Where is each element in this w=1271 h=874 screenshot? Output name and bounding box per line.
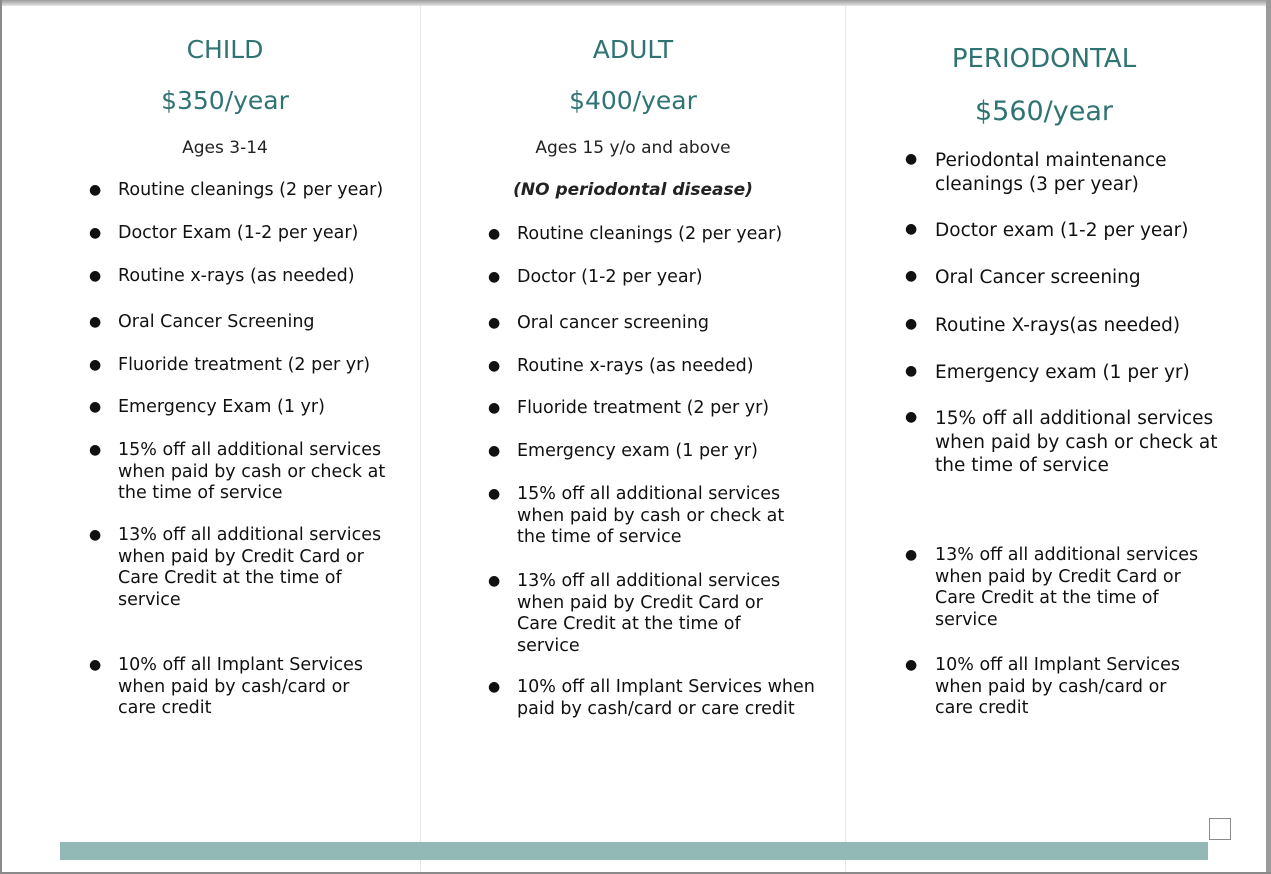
plan-item: Routine X-rays(as needed) <box>935 315 1181 336</box>
bullet-icon: ● <box>488 358 501 374</box>
bullet-icon: ● <box>488 269 501 285</box>
plan-ages: Ages 15 y/o and above <box>535 138 731 158</box>
bullet-icon: ● <box>905 409 918 425</box>
plan-item: Routine cleanings (2 per year) <box>118 180 384 200</box>
plan-item: 13% off all additional services when paid by Credit Card or Care Credit at the time of service <box>935 545 1199 630</box>
bullet-icon: ● <box>89 399 102 415</box>
plan-price: $400/year <box>569 86 697 115</box>
plan-note: (NO periodontal disease) <box>513 180 753 200</box>
bullet-icon: ● <box>89 314 102 330</box>
plan-item: Fluoride treatment (2 per yr) <box>517 398 770 418</box>
plan-item: Routine cleanings (2 per year) <box>517 224 783 244</box>
bullet-icon: ● <box>905 268 918 284</box>
bullet-icon: ● <box>905 221 918 237</box>
bullet-icon: ● <box>488 679 501 695</box>
bullet-icon: ● <box>488 315 501 331</box>
bullet-icon: ● <box>488 400 501 416</box>
bullet-icon: ● <box>905 657 918 673</box>
plan-title: ADULT <box>592 35 674 64</box>
bullet-icon: ● <box>89 182 102 198</box>
plan-item: Emergency exam (1 per yr) <box>935 362 1190 383</box>
bullet-icon: ● <box>89 527 102 543</box>
bullet-icon: ● <box>488 486 501 502</box>
plan-item: Oral Cancer Screening <box>118 312 315 332</box>
bullet-icon: ● <box>905 363 918 379</box>
plan-column-child <box>30 0 420 874</box>
plan-item: Doctor exam (1-2 per year) <box>935 220 1189 241</box>
plan-item: 10% off all Implant Services when paid by cash/card or care credit <box>118 655 364 718</box>
bullet-icon: ● <box>905 316 918 332</box>
plan-item: 10% off all Implant Services when paid by cash/card or care credit <box>517 677 815 719</box>
bullet-icon: ● <box>89 225 102 241</box>
plan-item: Doctor Exam (1-2 per year) <box>118 223 359 243</box>
plan-item: Routine x-rays (as needed) <box>517 356 754 376</box>
plan-item: Oral cancer screening <box>517 313 709 333</box>
bullet-icon: ● <box>488 573 501 589</box>
plan-item: Oral Cancer screening <box>935 267 1141 288</box>
plan-item: 13% off all additional services when paid by Credit Card or Care Credit at the time of service <box>118 525 382 610</box>
footer-accent-bar <box>60 842 1208 860</box>
plan-item: 15% off all additional services when paid by cash or check at the time of service <box>935 408 1218 476</box>
resize-handle[interactable] <box>1209 818 1231 840</box>
plan-item: Emergency exam (1 per yr) <box>517 441 758 461</box>
plan-price: $560/year <box>974 96 1114 127</box>
bullet-icon: ● <box>89 657 102 673</box>
plan-item: 15% off all additional services when paid by cash or check at the time of service <box>517 484 785 547</box>
window-right-edge <box>1266 0 1271 874</box>
plan-title: CHILD <box>186 35 264 64</box>
bullet-icon: ● <box>905 151 918 167</box>
plan-item: Fluoride treatment (2 per yr) <box>118 355 371 375</box>
plan-item: Routine x-rays (as needed) <box>118 266 355 286</box>
bullet-icon: ● <box>488 226 501 242</box>
plan-item: Periodontal maintenance cleanings (3 per year) <box>935 150 1167 195</box>
bullet-icon: ● <box>905 547 918 563</box>
plan-price: $350/year <box>161 86 289 115</box>
window-left-edge <box>0 0 2 874</box>
bullet-icon: ● <box>89 268 102 284</box>
plan-item: 13% off all additional services when paid by Credit Card or Care Credit at the time of service <box>517 571 781 656</box>
bullet-icon: ● <box>488 443 501 459</box>
plan-item: Emergency Exam (1 yr) <box>118 397 325 417</box>
plan-column-periodontal <box>846 0 1242 874</box>
plan-ages: Ages 3-14 <box>182 138 268 158</box>
plan-title: PERIODONTAL <box>951 44 1137 74</box>
bullet-icon: ● <box>89 442 102 458</box>
plan-item: Doctor (1-2 per year) <box>517 267 703 287</box>
bullet-icon: ● <box>89 357 102 373</box>
plan-item: 10% off all Implant Services when paid by cash/card or care credit <box>935 655 1181 718</box>
plan-item: 15% off all additional services when paid by cash or check at the time of service <box>118 440 386 503</box>
plan-column-adult <box>421 0 845 874</box>
